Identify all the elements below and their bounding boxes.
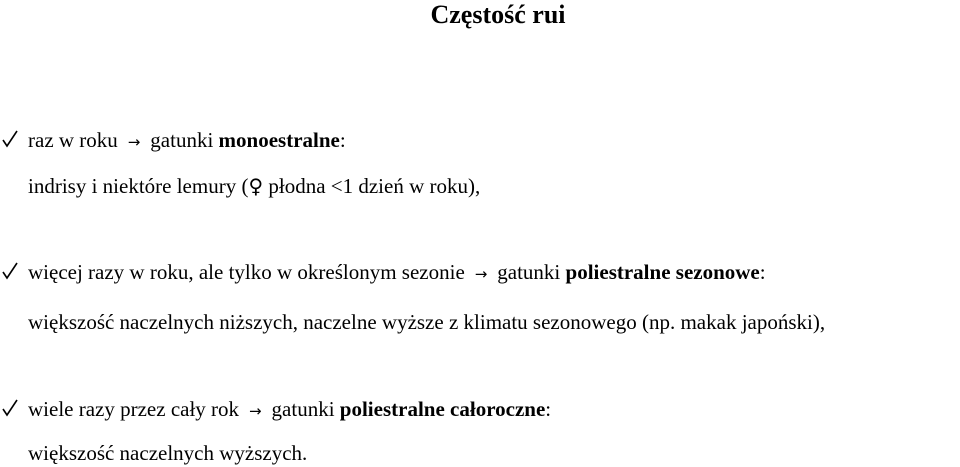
bullet-1-detail-after: płodna <1 dzień w roku), [263,174,481,198]
bullet-3-term: poliestralne całoroczne [339,397,546,421]
check-icon [2,262,18,280]
check-icon [2,399,18,417]
bullet-1-detail [28,174,480,198]
bullet-2-suffix: : [759,260,766,284]
bullet-1-line [0,128,346,154]
bullet-2-prefix: więcej razy w roku, ale tylko w określonym sezonie [28,260,465,284]
bullet-3-suffix: : [545,397,552,421]
bullet-1-prefix: raz w roku [28,128,118,152]
bullet-2-term: poliestralne sezonowe [565,260,760,284]
right-arrow-icon: → [474,265,488,283]
bullet-1-term: monoestralne [218,128,340,152]
bullet-3-prefix: wiele razy przez cały rok [28,397,240,421]
bullet-1-text: gatunki [150,128,214,152]
bullet-2-line [0,260,766,286]
right-arrow-icon: → [249,402,262,420]
bullet-1-detail-before: indrisy i niektóre lemury ( [28,174,249,198]
bullet-3-text: gatunki [271,397,335,421]
bullet-1-suffix: : [339,128,346,152]
female-symbol-icon: ♀ [248,174,264,198]
check-icon [2,130,18,148]
right-arrow-icon: → [127,133,141,151]
bullet-3-line [0,397,551,423]
bullet-2-detail: większość naczelnych niższych, naczelne wyższe z klimatu sezonowego (np. makak japoński), [28,310,826,334]
bullet-2-text: gatunki [497,260,561,284]
bullet-3-detail: większość naczelnych wyższych. [28,441,308,465]
slide-title: Częstość rui [430,0,566,29]
